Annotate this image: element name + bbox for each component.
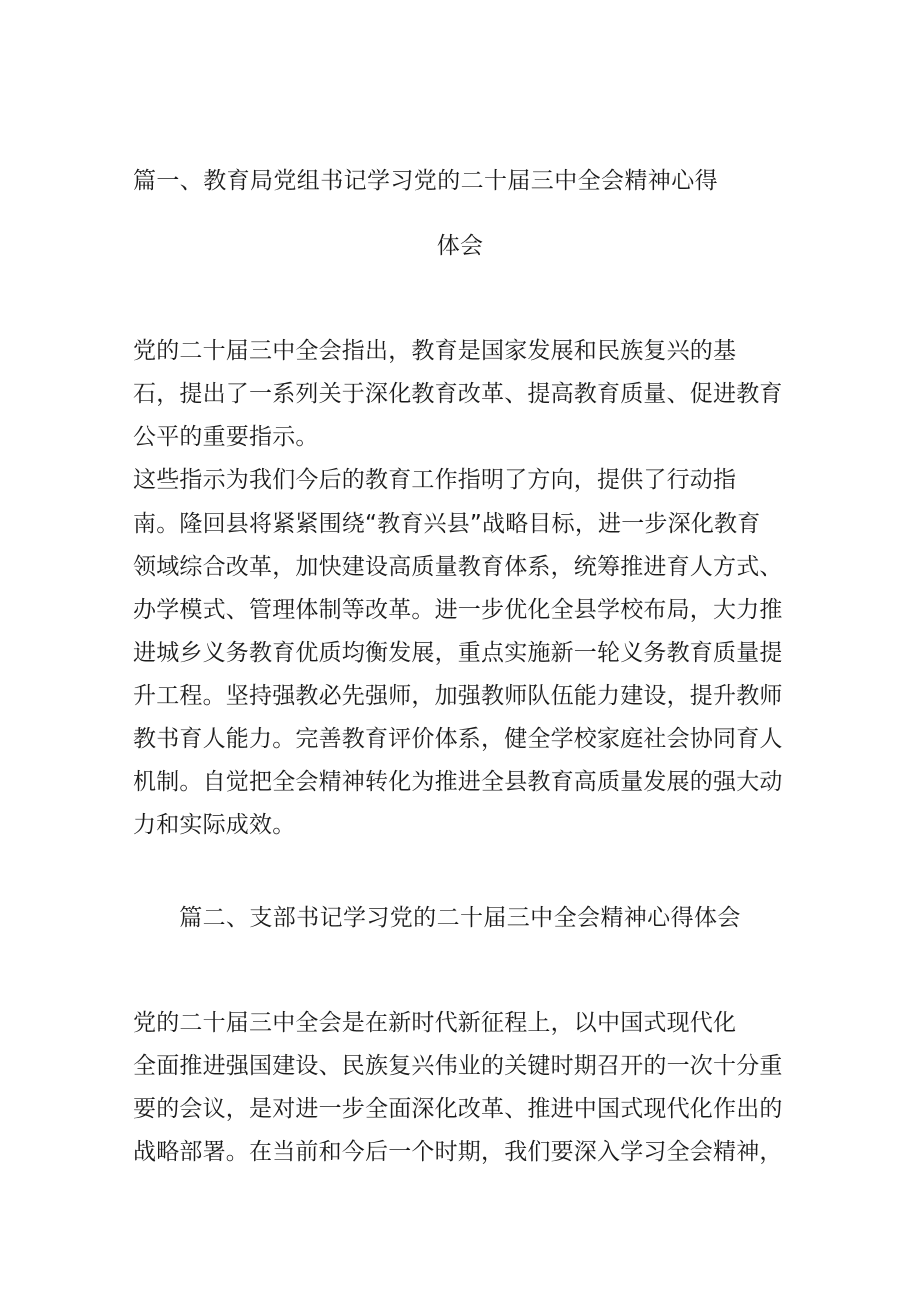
article1-para2-line1: 这些指示为我们今后的教育工作指明了方向，提供了行动指 xyxy=(133,467,737,493)
article1-para1-line2: 石，提出了一系列关于深化教育改革、提高教育质量、促进教育 xyxy=(133,381,783,407)
article1-para2-line9: 力和实际成效。 xyxy=(133,812,296,838)
article1-title-line2: 体会 xyxy=(436,233,484,259)
article1-para2-line2: 南。隆回县将紧紧围绕“教育兴县”战略目标，进一步深化教育 xyxy=(133,511,761,537)
article1-para1-line3: 公平的重要指示。 xyxy=(133,424,319,450)
article1-para2-line8: 机制。自觉把全会精神转化为推进全县教育高质量发展的强大动 xyxy=(133,769,783,795)
article1-para2-line5: 进城乡义务教育优质均衡发展，重点实施新一轮义务教育质量提 xyxy=(133,640,783,666)
article2-para1-line3: 要的会议，是对进一步全面深化改革、推进中国式现代化作出的 xyxy=(133,1096,783,1122)
article1-para2-line4: 办学模式、管理体制等改革。进一步优化全县学校布局，大力推 xyxy=(133,597,783,623)
article1-para1-line1: 党的二十届三中全会指出，教育是国家发展和民族复兴的基 xyxy=(133,338,737,364)
article2-title: 篇二、支部书记学习党的二十届三中全会精神心得体会 xyxy=(179,905,741,931)
article1-title-line1: 篇一、教育局党组书记学习党的二十届三中全会精神心得 xyxy=(133,168,718,194)
article1-para2-line6: 升工程。坚持强教必先强师，加强教师队伍能力建设，提升教师 xyxy=(133,683,783,709)
article2-para1-line1: 党的二十届三中全会是在新时代新征程上，以中国式现代化 xyxy=(133,1010,737,1036)
article1-para2-line3: 领域综合改革，加快建设高质量教育体系，统筹推进育人方式、 xyxy=(133,554,783,580)
article2-para1-line4: 战略部署。在当前和今后一个时期，我们要深入学习全会精神， xyxy=(133,1139,783,1165)
article2-para1-line2: 全面推进强国建设、民族复兴伟业的关键时期召开的一次十分重 xyxy=(133,1053,783,1079)
article1-para2-line7: 教书育人能力。完善教育评价体系，健全学校家庭社会协同育人 xyxy=(133,726,783,752)
